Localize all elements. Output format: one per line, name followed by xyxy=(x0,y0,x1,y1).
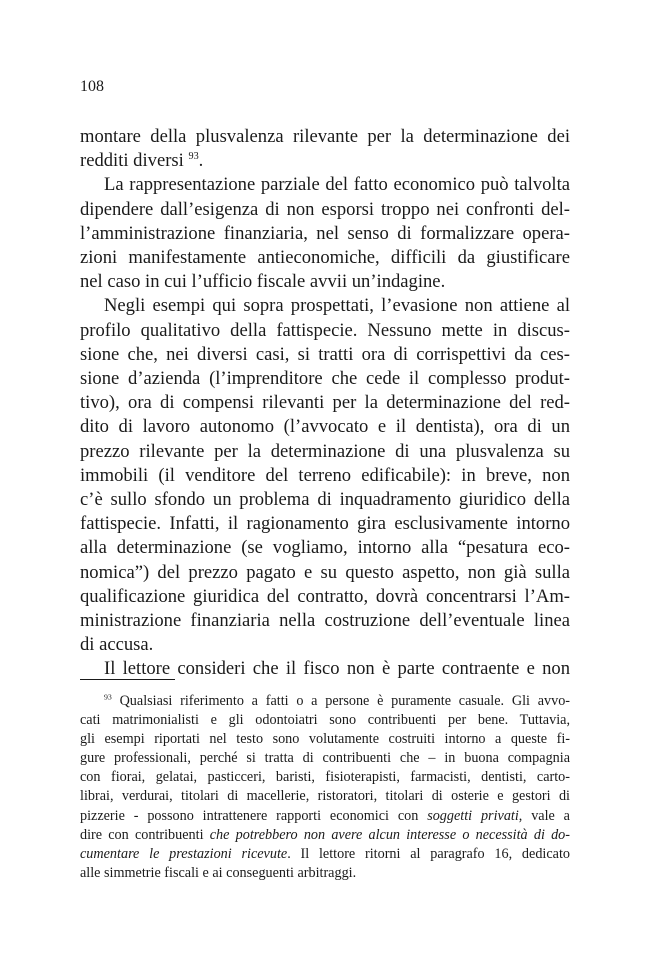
footnote-line: cati matrimonialisti e gli odontoiatri sono contribuenti per bene. Tuttavia, xyxy=(80,712,570,729)
body-line: Il lettore consideri che il fisco non è parte contraente e non xyxy=(104,658,570,680)
body-line: immobili (il venditore del terreno edificabile): in breve, non xyxy=(80,464,570,486)
footnote-line xyxy=(80,807,570,826)
body-line xyxy=(80,149,570,173)
footnote-text: pizzerie - possono intrattenere rapporti economici con xyxy=(80,807,419,824)
footnote-line: con fiorai, gelatai, pasticceri, baristi, fisioterapisti, farmacisti, dentisti, carto- xyxy=(80,769,570,786)
body-line: sione d’azienda (l’imprenditore che cede il complesso produt- xyxy=(80,368,570,390)
body-line: La rappresentazione parziale del fatto economico può talvolta xyxy=(104,174,570,196)
footnote-line xyxy=(80,692,570,711)
footnote-line xyxy=(80,826,570,845)
footnote-line: librai, verdurai, titolari di macellerie, ristoratori, titolari di osterie e gestori di xyxy=(80,788,570,805)
footnote-line: gli esempi riportati nel testo sono volutamente costruiti intorno a queste fi- xyxy=(80,731,570,748)
body-line: profilo qualitativo della fattispecie. Nessuno mette in discus- xyxy=(80,319,570,341)
footnote-emphasis: soggetti privati xyxy=(427,807,519,824)
body-line: ministrazione finanziaria nella costruzione dell’eventuale linea xyxy=(80,610,570,632)
body-line: dipendere dall’esigenza di non esporsi troppo nei confronti del- xyxy=(80,198,570,220)
body-line: dito di lavoro autonomo (l’avvocato e il dentista), ora di un xyxy=(80,416,570,438)
page-number: 108 xyxy=(80,78,104,95)
footnote-line xyxy=(80,845,570,864)
body-line: sione che, nei diversi casi, si tratti ora di corrispettivi da ces- xyxy=(80,343,570,365)
body-line: qualificazione giuridica del contratto, dovrà concentrarsi l’Am- xyxy=(80,585,570,607)
body-line: prezzo rilevante per la determinazione di una plusvalenza su xyxy=(80,440,570,462)
footnotes xyxy=(80,692,570,883)
footnote-marker: 93 xyxy=(104,692,112,702)
footnote-text: . Il lettore ritorni al paragrafo 16, dedicato xyxy=(287,845,570,862)
body-text xyxy=(80,125,570,682)
body-line: c’è sullo sfondo un problema di inquadramento giuridico della xyxy=(80,489,570,511)
body-line: montare della plusvalenza rilevante per la determinazione dei xyxy=(80,126,570,147)
footnote-separator xyxy=(80,679,175,680)
body-line: Negli esempi qui sopra prospettati, l’evasione non attiene al xyxy=(104,295,570,317)
footnote-emphasis: che potrebbero non avere alcun interesse o necessità di do- xyxy=(209,826,570,843)
footnote-text: Qualsiasi riferimento a fatti o a persone è puramente casuale. Gli avvo- xyxy=(119,693,571,709)
footnote-text: dire con contribuenti xyxy=(80,826,204,843)
body-line: di accusa. xyxy=(80,634,154,656)
footnote-text: , vale a xyxy=(518,807,570,824)
body-line-end: . xyxy=(198,150,204,172)
body-line: nel caso in cui l’ufficio fiscale avvii un’indagine. xyxy=(80,271,446,293)
footnote-emphasis: cumentare le prestazioni ricevute xyxy=(80,845,288,862)
body-line: zioni manifestamente antieconomiche, difficili da giustificare xyxy=(80,247,570,269)
body-line: alla determinazione (se vogliamo, intorno alla “pesatura eco- xyxy=(80,537,570,559)
footnote-reference[interactable]: 93 xyxy=(188,151,199,163)
footnote-line: alle simmetrie fiscali e ai conseguenti arbitraggi. xyxy=(80,864,357,881)
body-line: l’amministrazione finanziaria, nel senso di formalizzare opera- xyxy=(80,222,570,244)
footnote-line: gure professionali, perché si tratta di contribuenti che – in buona compagnia xyxy=(80,750,570,767)
body-line: nomica”) del prezzo pagato e su questo aspetto, non già sulla xyxy=(80,561,570,583)
body-line: fattispecie. Infatti, il ragionamento gira esclusivamente intorno xyxy=(80,513,570,535)
body-line: tivo), ora di compensi rilevanti per la determinazione del red- xyxy=(80,392,570,414)
body-line-text: redditi diversi xyxy=(80,150,184,172)
